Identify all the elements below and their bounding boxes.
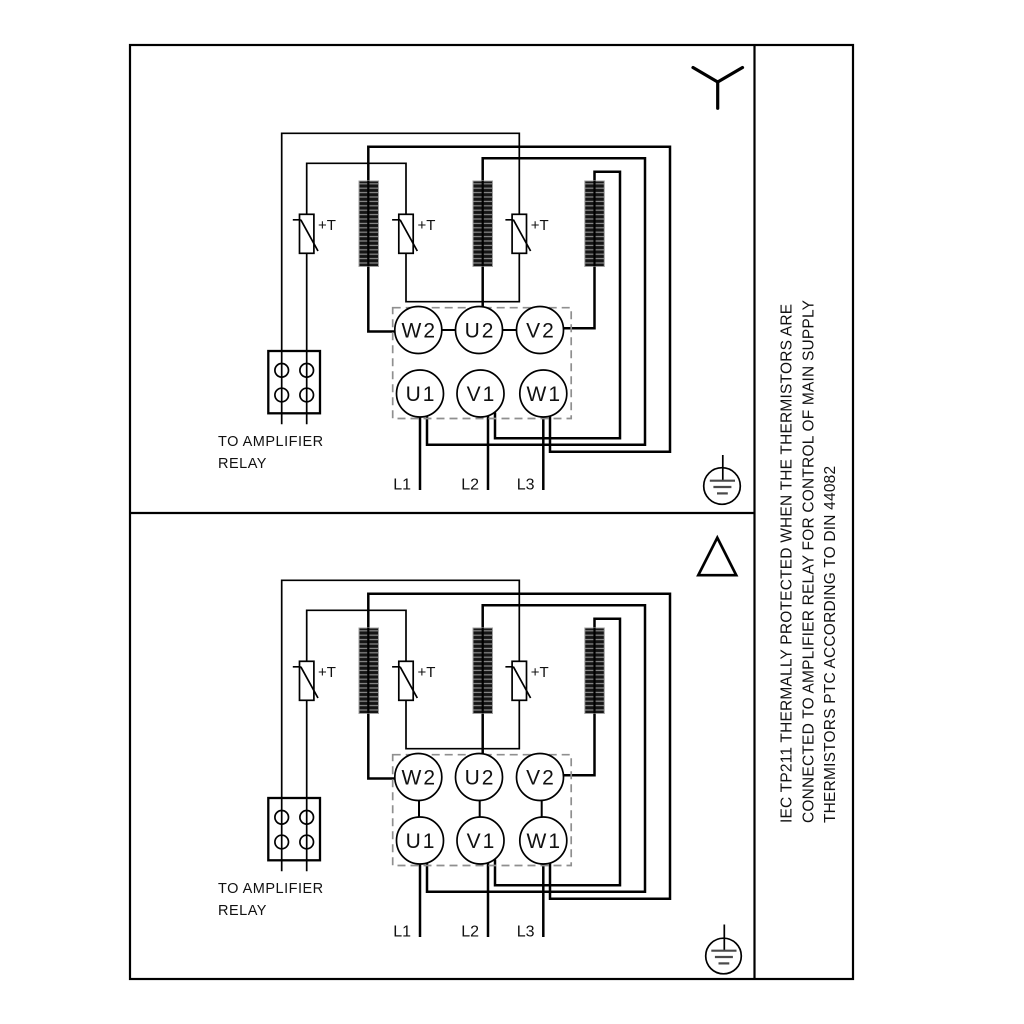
supply-label-l3: L3 [516, 476, 535, 494]
thermistors [293, 661, 549, 700]
side-note-line3: THERMISTORS PTC ACCORDING TO DIN 44082 [822, 465, 839, 823]
terminal-board [393, 307, 572, 419]
thermistor-symbol [293, 661, 336, 700]
thermistor-label: +T [417, 217, 436, 234]
connector-outline [268, 351, 320, 413]
terminal-label: V1 [466, 830, 497, 853]
delta-bridge-links [419, 801, 542, 818]
thermistor-label: +T [530, 217, 549, 234]
relay-connector [218, 798, 324, 919]
side-note [779, 300, 839, 823]
protective-earth-icon [706, 925, 742, 974]
thermistor-symbol [392, 214, 435, 253]
supply-labels [393, 477, 534, 494]
thermistor-symbol [505, 214, 548, 253]
connector-outline [268, 798, 320, 860]
terminal-label: V2 [526, 319, 556, 343]
relay-note-line1: TO AMPLIFIER [218, 434, 324, 450]
supply-label-l2: L2 [461, 923, 479, 941]
terminal-label: V1 [466, 383, 497, 406]
wire [307, 163, 406, 214]
side-note-line2: CONNECTED TO AMPLIFIER RELAY FOR CONTROL OF MAIN SUPPLY [800, 299, 818, 823]
side-note-line1: IEC TP211 THERMALLY PROTECTED WHEN THE THERMISTORS ARE [778, 303, 796, 823]
motor-windings [359, 628, 604, 714]
thermistor-label: +T [417, 664, 436, 681]
panel-star [218, 133, 670, 493]
terminal-board [393, 754, 572, 866]
terminal-label: W2 [401, 319, 438, 343]
relay-note-line2: RELAY [218, 456, 267, 472]
star-connection-icon [693, 68, 743, 109]
terminal-label: U2 [464, 766, 496, 790]
relay-note-line2: RELAY [218, 903, 267, 919]
terminal-label: W1 [526, 383, 563, 406]
relay-note-line1: TO AMPLIFIER [218, 881, 324, 897]
relay-connector [218, 351, 324, 472]
thermistor-label: +T [318, 664, 336, 681]
supply-label-l3: L3 [516, 923, 535, 941]
motor-windings [359, 181, 604, 267]
wire [307, 610, 406, 661]
protective-earth-icon [704, 455, 741, 504]
supply-label-l1: L1 [393, 923, 411, 941]
thermistor-label: +T [530, 664, 549, 681]
terminal-label: U1 [405, 830, 437, 853]
panel-delta [218, 580, 670, 940]
thermistor-label: +T [318, 217, 336, 234]
supply-label-l1: L1 [393, 476, 411, 494]
terminal-label: W1 [526, 830, 563, 853]
wire [406, 253, 519, 301]
terminal-label: W2 [401, 766, 438, 790]
thermistor-symbol [505, 661, 548, 700]
wire [406, 700, 519, 748]
thermistors [293, 214, 549, 253]
delta-connection-icon [698, 538, 736, 576]
thermistor-symbol [392, 661, 435, 700]
terminal-label: U1 [405, 383, 437, 406]
thermistor-symbol [293, 214, 336, 253]
terminal-label: V2 [526, 766, 556, 790]
supply-label-l2: L2 [461, 476, 479, 494]
terminal-label: U2 [464, 319, 496, 343]
supply-labels [393, 924, 534, 941]
